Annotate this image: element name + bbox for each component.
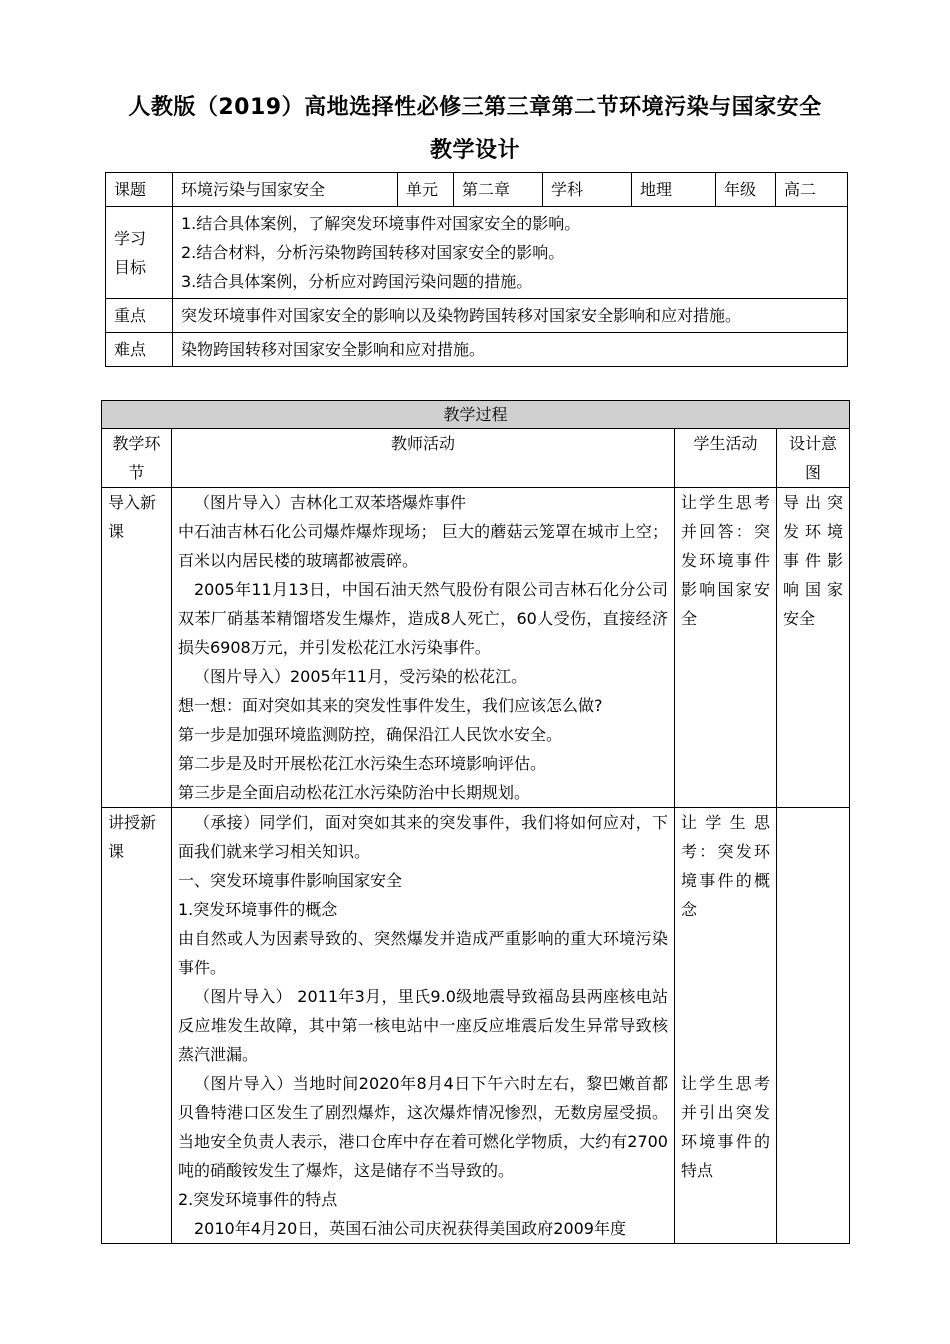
subject-label: 学科 bbox=[543, 173, 632, 207]
difficult-point-value: 染物跨国转移对国家安全影响和应对措施。 bbox=[173, 333, 848, 367]
subject-value: 地理 bbox=[632, 173, 716, 207]
grade-label: 年级 bbox=[716, 173, 776, 207]
document-title: 人教版（2019）高地选择性必修三第三章第二节环境污染与国家安全 bbox=[128, 95, 822, 120]
table-row bbox=[102, 808, 850, 1244]
objectives-list bbox=[173, 207, 848, 299]
col-header-stage: 教学环 节 bbox=[102, 429, 172, 488]
document-subtitle: 教学设计 bbox=[429, 138, 520, 163]
teaching-process-table bbox=[101, 400, 850, 1244]
objective-item: 1.结合具体案例，了解突发环境事件对国家安全的影响。 bbox=[181, 214, 581, 233]
stage-cell: 讲授新课 bbox=[102, 808, 172, 1244]
col-header-teacher: 教师活动 bbox=[172, 429, 675, 488]
topic-value: 环境污染与国家安全 bbox=[173, 173, 398, 207]
student-activity: 让学生思考并回答：突发环境事件影响国家安全 bbox=[675, 488, 777, 808]
objective-item: 2.结合材料，分析污染物跨国转移对国家安全的影响。 bbox=[181, 243, 565, 262]
difficult-point-label: 难点 bbox=[106, 333, 173, 367]
stage-cell: 导入新课 bbox=[102, 488, 172, 808]
course-info-table bbox=[105, 172, 848, 367]
col-header-design: 设计意 图 bbox=[777, 429, 850, 488]
topic-label: 课题 bbox=[106, 173, 173, 207]
key-point-value: 突发环境事件对国家安全的影响以及染物跨国转移对国家安全影响和应对措施。 bbox=[173, 299, 848, 333]
objectives-label: 学习 目标 bbox=[106, 207, 173, 299]
unit-label: 单元 bbox=[398, 173, 454, 207]
unit-value: 第二章 bbox=[454, 173, 543, 207]
key-point-label: 重点 bbox=[106, 299, 173, 333]
design-intent: 导出突发环境事件影响国家安全 bbox=[777, 488, 850, 808]
grade-value: 高二 bbox=[776, 173, 848, 207]
objective-item: 3.结合具体案例，分析应对跨国污染问题的措施。 bbox=[181, 272, 533, 291]
col-header-student: 学生活动 bbox=[675, 429, 777, 488]
teacher-activity: （图片导入）吉林化工双苯塔爆炸事件 中石油吉林石化公司爆炸爆炸现场； 巨大的蘑菇云笼罩在城市上空；百米以内居民楼的玻璃都被震碎。 2005年11月13日，中国石油天然气股份有限公司吉林石化分公司双苯厂硝基苯精馏塔发生爆炸，造成8人死亡，60人受伤，直接经济损失6908万元，并引发松花江水污染事件。 （图片导入）2005年11月，受污染的松花江。 想一想：面对突如其来的突发性事件发生，我们应该怎么做? 第一步是加强环境监测防控，确保沿江人民饮水安全。 第二步是及时开展松花江水污染生态环境影响评估。 第三步是全面启动松花江水污染防治中长期规划。 bbox=[172, 488, 675, 808]
student-activity: 让学生思考：突发环境事件的概念 让学生思考并引出突发环境事件的特点 bbox=[675, 808, 777, 1244]
process-header: 教学过程 bbox=[102, 401, 850, 429]
design-intent bbox=[777, 808, 850, 1244]
table-row bbox=[102, 488, 850, 808]
teacher-activity: （承接）同学们，面对突如其来的突发事件，我们将如何应对，下面我们就来学习相关知识。 一、突发环境事件影响国家安全 1.突发环境事件的概念 由自然或人为因素导致的、突然爆发并造成严重影响的重大环境污染事件。 （图片导入） 2011年3月，里氏9.0级地震导致福岛县两座核电站反应堆发生故障，其中第一核电站中一座反应堆震后发生异常导致核蒸汽泄漏。 （图片导入）当地时间2020年8月4日下午六时左右，黎巴嫩首都贝鲁特港口区发生了剧烈爆炸，这次爆炸情况惨烈，无数房屋受损。当地安全负责人表示，港口仓库中存在着可燃化学物质，大约有2700吨的硝酸铵发生了爆炸，这是储存不当导致的。 2.突发环境事件的特点 2010年4月20日，英国石油公司庆祝获得美国政府2009年度 bbox=[172, 808, 675, 1244]
